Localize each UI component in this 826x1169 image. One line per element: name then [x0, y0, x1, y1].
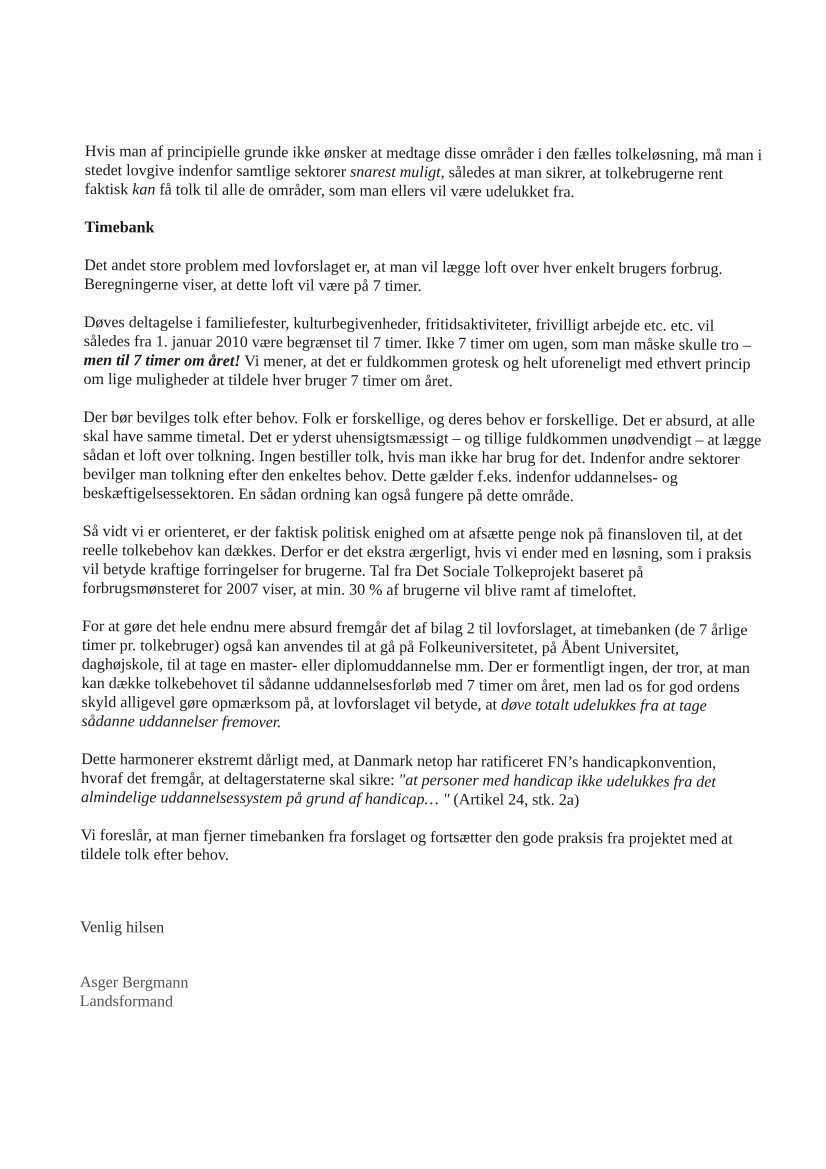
paragraph-proposal: Vi foreslår, at man fjerner timebanken fra forslaget og fortsætter den gode praksis fra projektet med at tildele tolk efter behov.: [80, 826, 733, 864]
paragraph-political-agreement: Så vidt vi er orienteret, er der faktisk politisk enighed om at afsætte penge nok på finansloven til, at det reelle tolkebehov kan dækkes. Derfor er det ekstra ærgerligt, hvis vi ender med en løsning, som i praksis vil betyde kraftige forringelser for brugerne. Tal fra Det Sociale Tolkeprojekt baseret på forbrugsmønsteret for 2007 viser, at min. 30 % af brugerne vil blive ramt af timeloftet.: [82, 522, 752, 601]
paragraph-text: Dette harmonerer ekstremt dårligt med, at Danmark netop har ratificeret FN’s handicapkonvention, hvoraf det fremgår, at deltagerstaterne skal sikre:: [81, 750, 717, 789]
paragraph-problem: Det andet store problem med lovforslaget er, at man vil lægge loft over hver enkelt brugers forbrug. Beregningerne viser, at dette loft vil være på 7 timer.: [84, 256, 723, 296]
quote-text: "at personer med handicap ikke udelukkes fra det almindelige uddannelsessystem på grund af handicap… ": [80, 771, 716, 809]
section-heading: Timebank: [84, 218, 155, 237]
paragraph-text: (Artikel 24, stk. 2a): [449, 791, 580, 810]
paragraph-text: Døves deltagelse i familiefester, kulturbegivenheder, fritidsaktiviteter, frivilligt arbejde etc. etc. vil således fra 1. januar 2010 være begrænset til 7 timer. Ikke 7 timer om ugen, som man måske skulle tro –: [83, 313, 751, 355]
paragraph-text: få tolk til alle de områder, som man ellers vil være udelukket fra.: [155, 181, 575, 201]
paragraph-sector-legislation: [85, 142, 765, 203]
paragraph-un-convention: [81, 750, 761, 811]
emphasis-text: men til 7 timer om året!: [83, 351, 241, 370]
emphasis-text: kan: [132, 181, 156, 199]
signature-title: Landsformand: [79, 992, 174, 1011]
emphasis-text: snarest muligt: [350, 163, 441, 182]
emphasis-text: døve totalt udelukkes fra at tage sådanne uddannelser fremover.: [81, 696, 707, 732]
paragraph-participation: [83, 313, 763, 393]
letter-body: [80, 142, 765, 1015]
paragraph-text: Hvis man af principielle grunde ikke ønsker at medtage disse områder i den fælles tolkeløsning, må man i stedet lovgive indenfor samtlige sektorer: [84, 142, 763, 181]
paragraph-education: [81, 617, 762, 735]
closing-greeting: Venlig hilsen: [80, 918, 165, 937]
paragraph-need-based: Der bør bevilges tolk efter behov. Folk er forskellige, og deres behov er forskellige. Det er absurd, at alle skal have samme timetal. Det er yderst uhensigtsmæssigt – og tillige fuldkommen unødvendigt – at lægge sådan et loft over tolkning. Ingen bestiller tolk, hvis man ikke har brug for det. Indenfor andre sektorer bevilger man tolkning efter den enkeltes behov. Dette gælder f.eks. indenfor uddannelses- og beskæftigelsessektoren. En sådan ordning kan også fungere på dette område.: [82, 408, 762, 505]
signature-name: Asger Bergmann: [79, 973, 189, 992]
paragraph-text: , således at man sikrer, at tolkebrugerne rent faktisk: [84, 164, 724, 199]
paragraph-text: For at gøre det hele endnu mere absurd fremgår det af bilag 2 til lovforslaget, at timebanken (de 7 årlige timer pr. tolkebruger) også kan anvendes til at gå på Folkeuniversitetet, på Åbent Universitet, daghøjskole, til at tage en master- eller diplomuddannelse mm. Der er formentligt ingen, der tror, at man kan dække tolkebehovet til sådanne uddannelsesforløb med 7 timer om året, men lad os for god ordens skyld alligevel gøre opmærksom på, at lovforslaget vil betyde, at: [81, 617, 751, 714]
paragraph-text: Vi mener, at det er fuldkommen grotesk og helt uforeneligt med ethvert princip om lige muligheder at tildele hver bruger 7 timer om året.: [83, 352, 751, 391]
